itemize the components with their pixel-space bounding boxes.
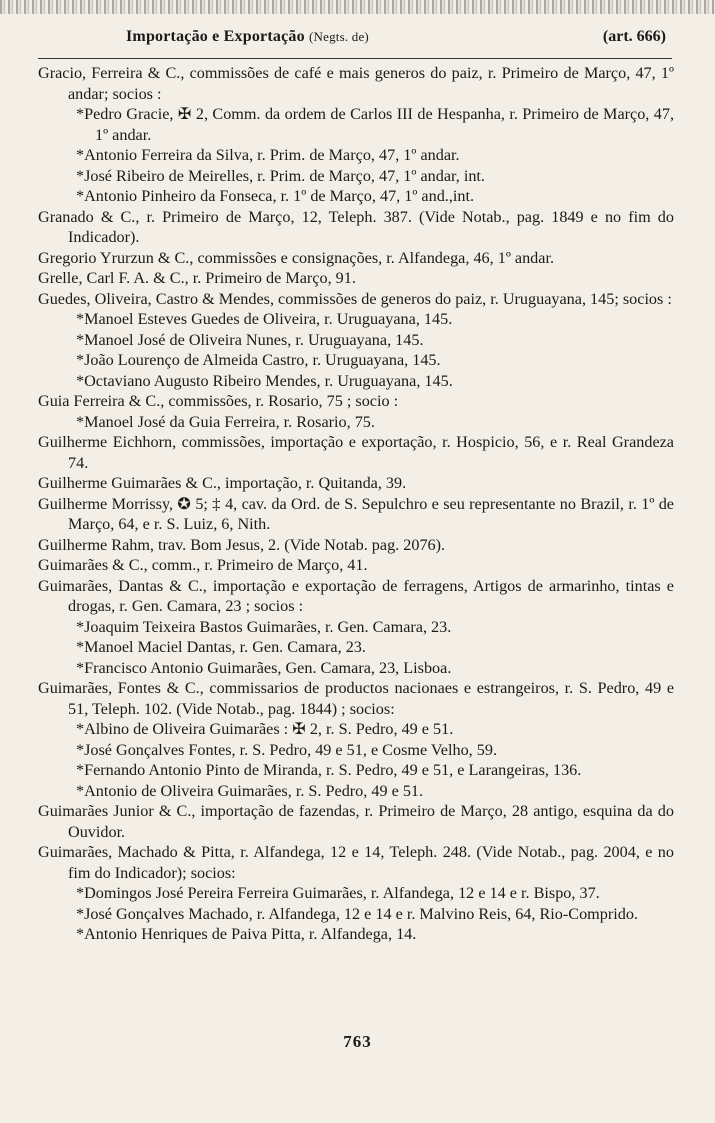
- header-rule: [38, 58, 672, 59]
- partner-entry: *Manoel José de Oliveira Nunes, r. Uruguayana, 145.: [76, 330, 424, 349]
- partner-entry: *José Gonçalves Machado, r. Alfandega, 12 e 14 e r. Malvino Reis, 64, Rio-Comprido.: [76, 904, 638, 923]
- partner-entry: *Antonio Pinheiro da Fonseca, r. 1º de Março, 47, 1º and.,int.: [76, 187, 475, 205]
- firm-entry: Guimarães & C., comm., r. Primeiro de Março, 41.: [38, 556, 368, 574]
- firm-entry: Gracio, Ferreira & C., commissões de café e mais generos do paiz, r. Primeiro de Março, 47, 1º andar; socios :: [38, 64, 674, 103]
- partner-entry: *Manoel Maciel Dantas, r. Gen. Camara, 23.: [76, 638, 366, 656]
- firm-entry: Guedes, Oliveira, Castro & Mendes, commissões de generos do paiz, r. Uruguayana, 145; socios :: [38, 289, 672, 308]
- header-subtitle: (Negts. de): [309, 29, 369, 44]
- firm-entry: Guimarães, Dantas & C., importação e exportação de ferragens, Artigos de armarinho, tintas e drogas, r. Gen. Camara, 23 ; socios :: [38, 576, 674, 615]
- firm-entry: Guia Ferreira & C., commissões, r. Rosario, 75 ; socio :: [38, 392, 399, 410]
- partner-entry: *Octaviano Augusto Ribeiro Mendes, r. Uruguayana, 145.: [76, 371, 453, 390]
- partner-entry: *Fernando Antonio Pinto de Miranda, r. S. Pedro, 49 e 51, e Larangeiras, 136.: [76, 761, 582, 779]
- partner-entry: *Antonio Henriques de Paiva Pitta, r. Alfandega, 14.: [76, 925, 417, 943]
- firm-entry: Guilherme Morrissy, ✪ 5; ‡ 4, cav. da Ord. de S. Sepulchro e seu representante no Brazil, r. 1º de Março, 64, e r. S. Luiz, 6, Nith.: [38, 494, 674, 533]
- partner-entry: *Joaquim Teixeira Bastos Guimarães, r. Gen. Camara, 23.: [76, 617, 452, 636]
- partner-entry: *José Gonçalves Fontes, r. S. Pedro, 49 e 51, e Cosme Velho, 59.: [76, 740, 497, 759]
- directory-entries: [38, 63, 674, 945]
- partner-entry: *José Ribeiro de Meirelles, r. Prim. de Março, 47, 1º andar, int.: [76, 166, 485, 185]
- partner-entry: *Domingos José Pereira Ferreira Guimarães, r. Alfandega, 12 e 14 e r. Bispo, 37.: [76, 884, 600, 902]
- partner-entry: *João Lourenço de Almeida Castro, r. Uruguayana, 145.: [76, 351, 441, 369]
- header-title: Importação e Exportação (Negts. de): [126, 28, 369, 45]
- partner-entry: *Albino de Oliveira Guimarães : ✠ 2, r. S. Pedro, 49 e 51.: [76, 720, 454, 738]
- firm-entry: Gregorio Yrurzun & C., commissões e consignações, r. Alfandega, 46, 1º andar.: [38, 248, 554, 267]
- firm-entry: Guilherme Eichhorn, commissões, importação e exportação, r. Hospicio, 56, e r. Real Grandeza 74.: [38, 433, 674, 472]
- firm-entry: Guilherme Guimarães & C., importação, r. Quitanda, 39.: [38, 474, 407, 492]
- firm-entry: Guimarães, Machado & Pitta, r. Alfandega, 12 e 14, Teleph. 248. (Vide Notab., pag. 2004, e no fim do Indicador); socios:: [38, 843, 674, 882]
- running-header: [126, 28, 666, 48]
- partner-entry: *Manoel José da Guia Ferreira, r. Rosario, 75.: [76, 412, 375, 431]
- partner-entry: *Pedro Gracie, ✠ 2, Comm. da ordem de Carlos III de Hespanha, r. Primeiro de Março, 47, 1º andar.: [76, 105, 674, 144]
- partner-entry: *Francisco Antonio Guimarães, Gen. Camara, 23, Lisboa.: [76, 658, 452, 677]
- partner-entry: *Manoel Esteves Guedes de Oliveira, r. Uruguayana, 145.: [76, 310, 453, 328]
- firm-entry: Guilherme Rahm, trav. Bom Jesus, 2. (Vide Notab. pag. 2076).: [38, 535, 446, 554]
- page-number: 763: [343, 1032, 372, 1051]
- firm-entry: Granado & C., r. Primeiro de Março, 12, Teleph. 387. (Vide Notab., pag. 1849 e no fim do Indicador).: [38, 207, 674, 246]
- partner-entry: *Antonio Ferreira da Silva, r. Prim. de Março, 47, 1º andar.: [76, 146, 460, 164]
- firm-entry: Guimarães, Fontes & C., commissarios de productos nacionaes e estrangeiros, r. S. Pedro, 49 e 51, Teleph. 102. (Vide Notab., pag. 1844) ; socios:: [38, 679, 674, 718]
- firm-entry: Grelle, Carl F. A. & C., r. Primeiro de Março, 91.: [38, 269, 356, 287]
- header-article: (art. 666): [602, 28, 666, 45]
- partner-entry: *Antonio de Oliveira Guimarães, r. S. Pedro, 49 e 51.: [76, 781, 424, 800]
- scan-edge-band: [0, 0, 715, 14]
- firm-entry: Guimarães Junior & C., importação de fazendas, r. Primeiro de Março, 28 antigo, esquina da do Ouvidor.: [38, 802, 674, 841]
